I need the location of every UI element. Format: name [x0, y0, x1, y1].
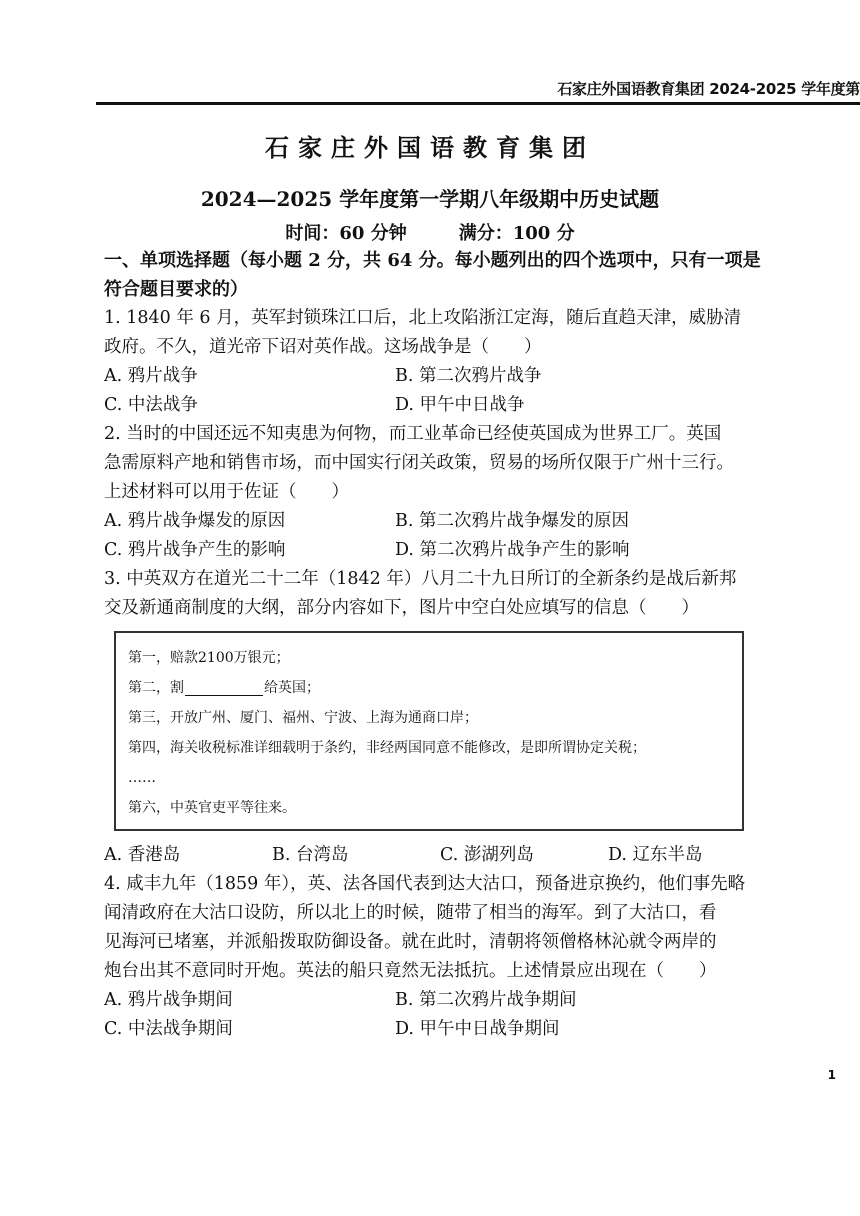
option-row — [104, 536, 794, 565]
org-title: 石家庄外国语教育集团 — [265, 133, 595, 162]
treaty-item-1: 第一，赔款2100万银元； — [128, 650, 290, 666]
option-b: B. 第二次鸦片战争期间 — [395, 990, 577, 1010]
question-stem: 1. 1840 年 6 月，英军封锁珠江口后，北上攻陷浙江定海，随后直趋天津，威胁清 — [104, 308, 742, 328]
option-b: B. 第二次鸦片战争 — [395, 366, 542, 386]
question-stem: 见海河已堵塞，并派船拨取防御设备。就在此时，清朝将领僧格林沁就令两岸的 — [104, 932, 717, 952]
option-d: D. 第二次鸦片战争产生的影响 — [395, 540, 630, 560]
treaty-ellipsis: …… — [128, 770, 156, 786]
treaty-item-6: 第六，中英官吏平等往来。 — [128, 800, 296, 816]
treaty-excerpt-box — [114, 631, 744, 831]
option-row — [104, 362, 794, 391]
option-a: A. 鸦片战争爆发的原因 — [104, 511, 286, 531]
option-row — [104, 391, 794, 420]
question-stem: 炮台出其不意同时开炮。英法的船只竟然无法抵抗。上述情景应出现在（ ） — [104, 961, 717, 981]
option-d: D. 甲午中日战争期间 — [395, 1019, 560, 1039]
section-heading-cont: 符合题目要求的） — [104, 279, 248, 300]
question-stem: 政府。不久，道光帝下诏对英作战。这场战争是（ ） — [104, 337, 542, 357]
option-c: C. 中法战争期间 — [104, 1019, 233, 1039]
fill-in-blank — [185, 681, 263, 696]
exam-content — [104, 246, 794, 1044]
option-c: C. 鸦片战争产生的影响 — [104, 540, 286, 560]
option-row — [104, 507, 794, 536]
question-stem: 上述材料可以用于佐证（ ） — [104, 482, 349, 502]
exam-meta — [0, 219, 860, 245]
exam-time: 时间：60 分钟 — [285, 223, 407, 244]
question-2 — [104, 420, 794, 565]
question-4 — [104, 870, 794, 1044]
option-d: D. 甲午中日战争 — [395, 395, 525, 415]
treaty-item-4: 第四，海关收税标准详细载明于条约，非经两国同意不能修改，是即所谓协定关税； — [128, 740, 646, 756]
question-stem: 4. 咸丰九年（1859 年），英、法各国代表到达大沽口，预备进京换约，他们事先略 — [104, 874, 746, 894]
running-header — [96, 76, 860, 105]
option-d: D. 辽东半岛 — [608, 845, 703, 865]
option-row — [104, 841, 794, 870]
question-stem: 3. 中英双方在道光二十二年（1842 年）八月二十九日所订的全新条约是战后新邦 — [104, 569, 737, 589]
question-stem: 2. 当时的中国还远不知夷患为何物，而工业革命已经使英国成为世界工厂。英国 — [104, 424, 722, 444]
exam-full-score: 满分：100 分 — [458, 223, 575, 244]
option-row — [104, 1015, 794, 1044]
treaty-item-2 — [128, 673, 742, 703]
option-c: C. 中法战争 — [104, 395, 198, 415]
option-b: B. 第二次鸦片战争爆发的原因 — [395, 511, 629, 531]
option-b: B. 台湾岛 — [272, 845, 349, 865]
option-row — [104, 986, 794, 1015]
option-c: C. 澎湖列岛 — [440, 845, 534, 865]
option-a: A. 香港岛 — [104, 845, 181, 865]
treaty-item-2-end: 给英国； — [264, 680, 320, 696]
option-a: A. 鸦片战争期间 — [104, 990, 233, 1010]
question-stem: 闻清政府在大沽口设防，所以北上的时候，随带了相当的海军。到了大沽口，看 — [104, 903, 717, 923]
question-1 — [104, 304, 794, 420]
treaty-item-3: 第三，开放广州、厦门、福州、宁波、上海为通商口岸； — [128, 710, 478, 726]
question-stem: 交及新通商制度的大纲，部分内容如下，图片中空白处应填写的信息（ ） — [104, 598, 699, 618]
question-stem: 急需原料产地和销售市场，而中国实行闭关政策，贸易的场所仅限于广州十三行。 — [104, 453, 734, 473]
exam-title: 2024—2025 学年度第一学期八年级期中历史试题 — [200, 187, 660, 211]
running-header-text: 石家庄外国语教育集团 2024-2025 学年度第 — [557, 80, 860, 98]
page-number: 1 — [827, 1068, 836, 1082]
treaty-item-2-start: 第二，割 — [128, 680, 184, 696]
option-a: A. 鸦片战争 — [104, 366, 198, 386]
question-3 — [104, 565, 794, 870]
section-heading: 一、单项选择题（每小题 2 分，共 64 分。每小题列出的四个选项中，只有一项是 — [104, 250, 761, 271]
